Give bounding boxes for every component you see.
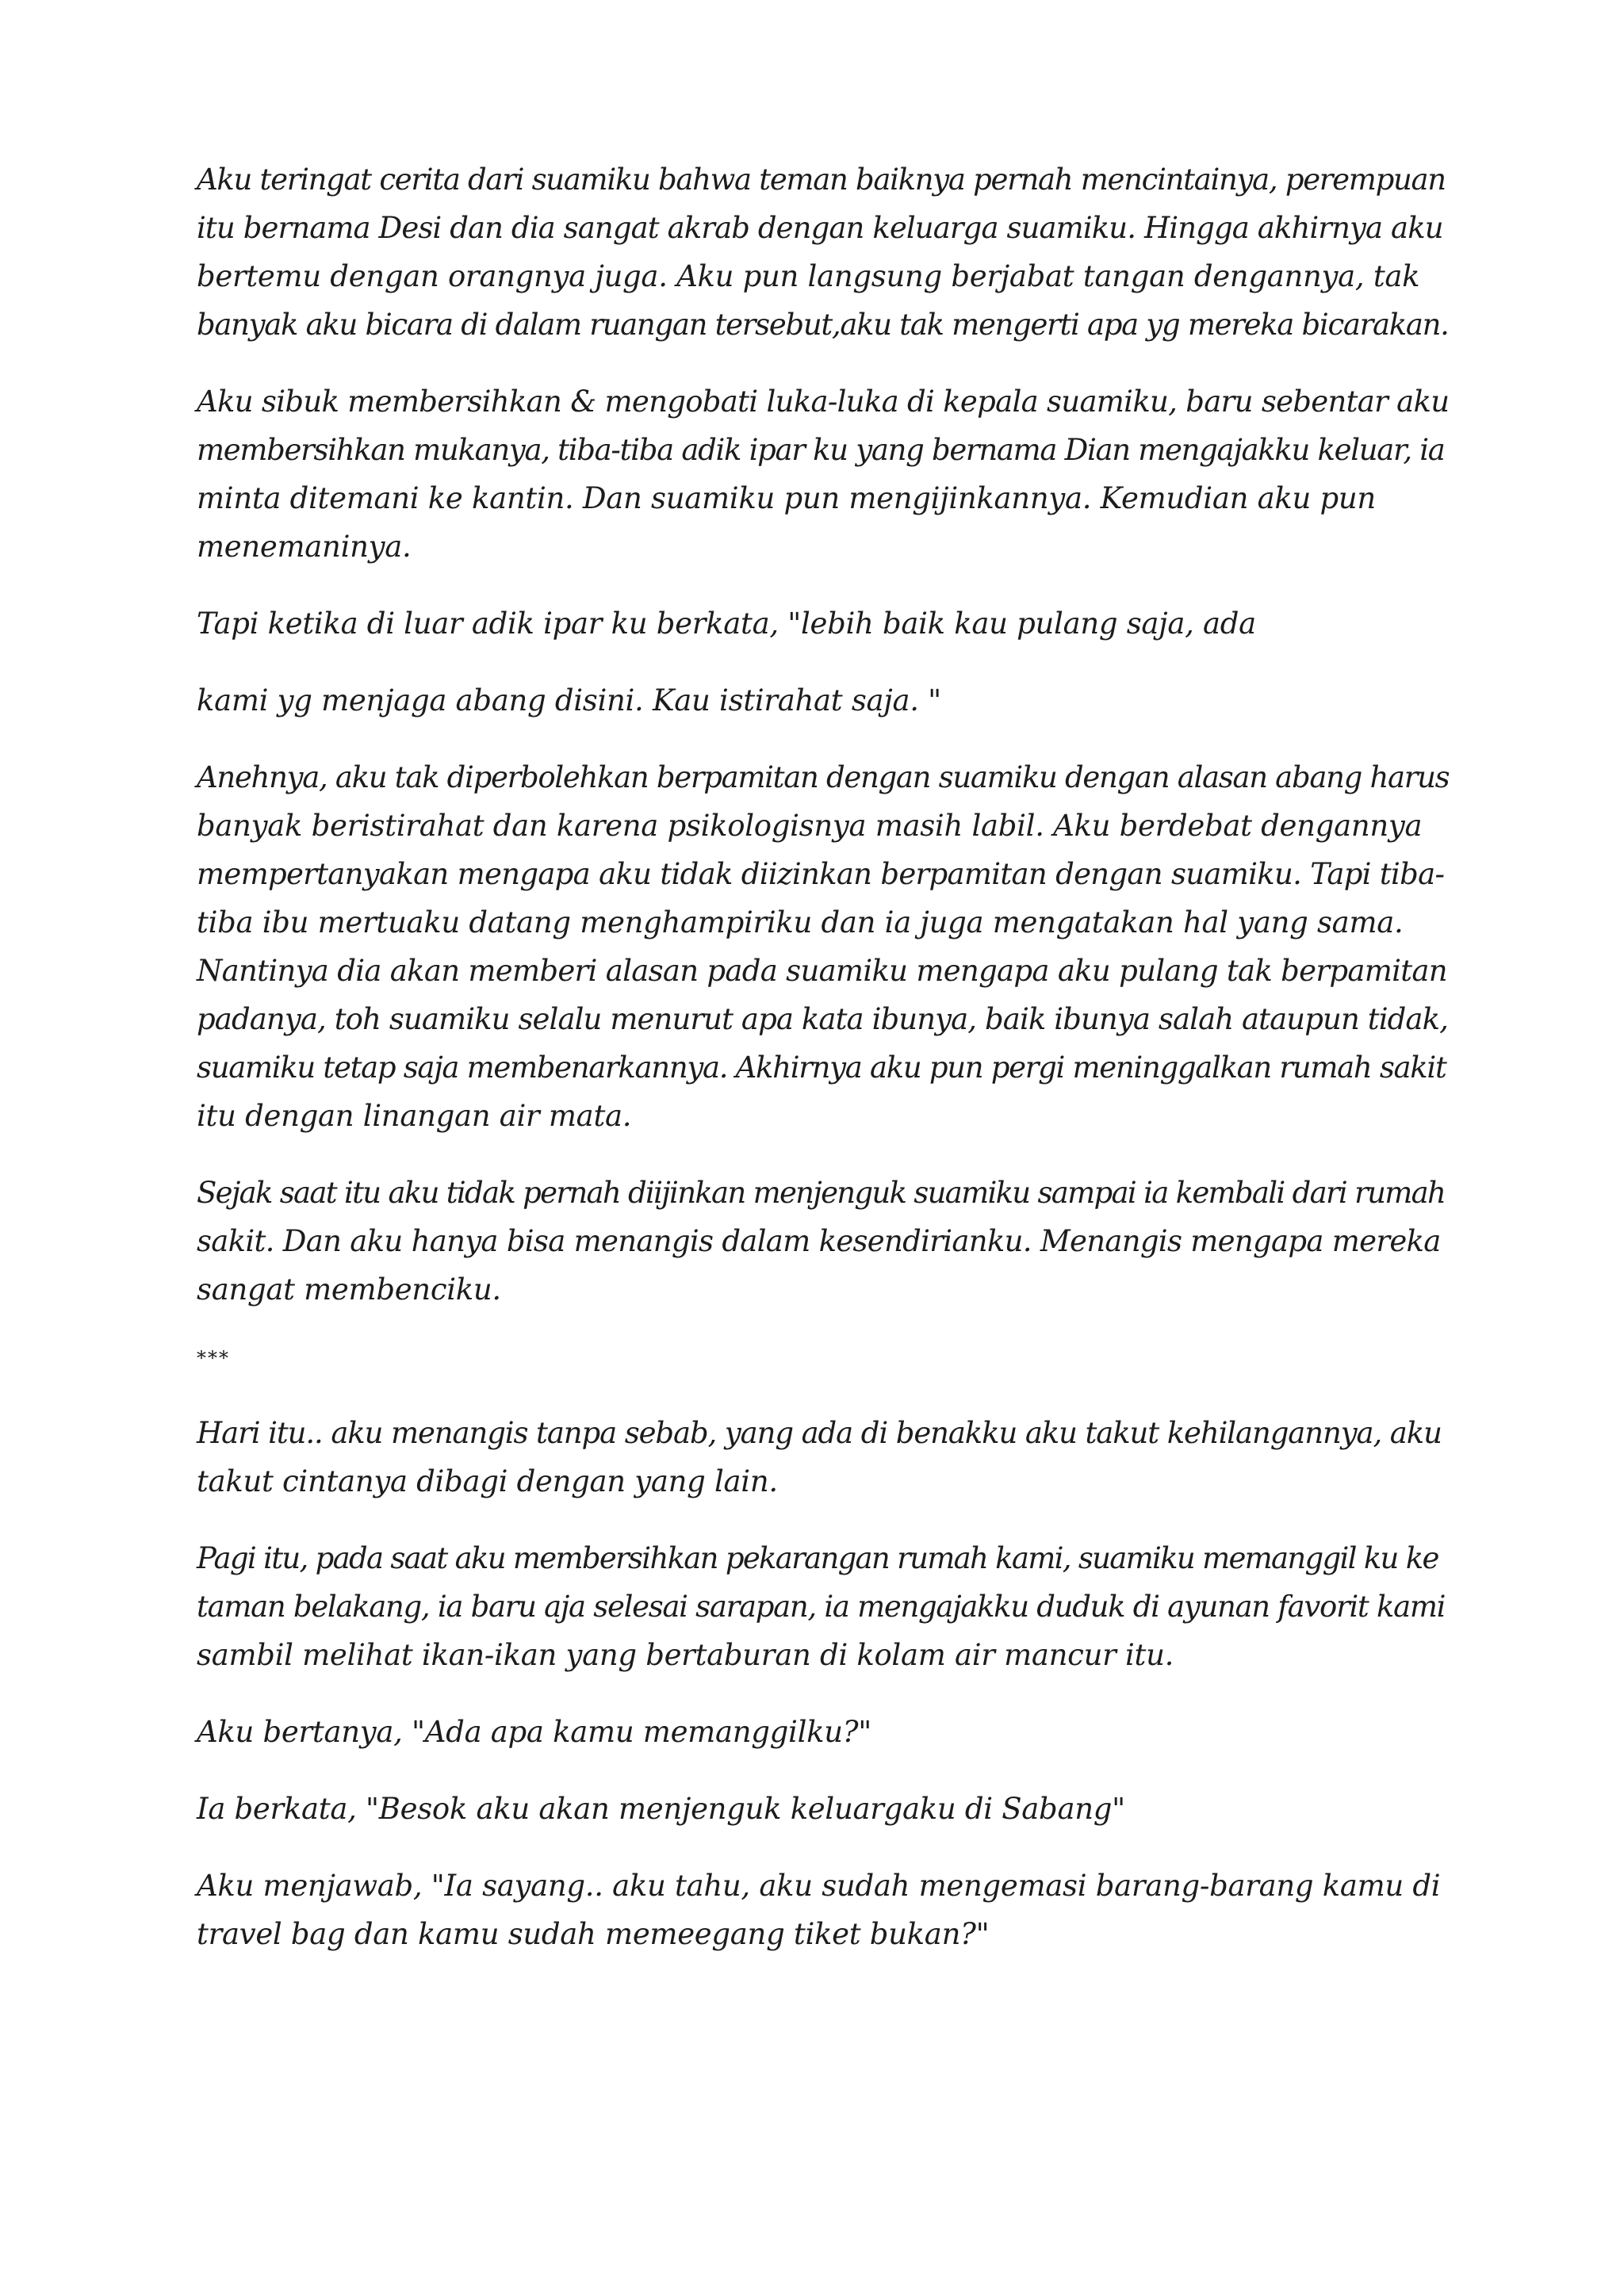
text-line: bertemu dengan orangnya juga. Aku pun langsung berjabat tangan dengannya, tak [197,259,1420,293]
text-line: Anehnya, aku tak diperbolehkan berpamitan dengan suamiku dengan alasan abang harus [197,760,1450,794]
text-line: suamiku tetap saja membenarkannya. Akhirnya aku pun pergi meninggalkan rumah sakit [197,1050,1446,1085]
paragraph [197,377,1450,571]
paragraph [197,1169,1450,1314]
text-line: Nantinya dia akan memberi alasan pada suamiku mengapa aku pulang tak berpamitan [197,954,1447,988]
text-line: Aku menjawab, "Ia sayang.. aku tahu, aku sudah mengemasi barang-barang kamu di [197,1869,1441,1903]
text-line: sambil melihat ikan-ikan yang bertaburan di kolam air mancur itu. [197,1638,1174,1672]
paragraph [197,155,1450,349]
text-line: minta ditemani ke kantin. Dan suamiku pun mengijinkannya. Kemudian aku pun [197,481,1376,515]
text-line: Aku bertanya, "Ada apa kamu memanggilku?" [197,1715,872,1749]
text-line: membersihkan mukanya, tiba-tiba adik ipar ku yang bernama Dian mengajakku keluar, ia [197,433,1445,467]
text-line: Aku teringat cerita dari suamiku bahwa teman baiknya pernah mencintainya, perempuan [197,163,1446,197]
text-line: Ia berkata, "Besok aku akan menjenguk keluargaku di Sabang" [197,1792,1125,1826]
paragraph [197,1409,1450,1506]
text-line: Pagi itu, pada saat aku membersihkan pekarangan rumah kami, suamiku memanggil ku ke [197,1541,1438,1575]
text-line: tiba ibu mertuaku datang menghampiriku dan ia juga mengatakan hal yang sama. [197,905,1404,939]
text-line: sangat membenciku. [197,1272,501,1307]
text-line: takut cintanya dibagi dengan yang lain. [197,1464,778,1498]
text-line: Aku sibuk membersihkan & mengobati luka-luka di kepala suamiku, baru sebentar aku [197,385,1450,419]
text-line: padanya, toh suamiku selalu menurut apa kata ibunya, baik ibunya salah ataupun tidak, [197,1002,1448,1036]
paragraph [197,1785,1450,1833]
text-line: kami yg menjaga abang disini. Kau istirahat saja. " [197,683,941,718]
paragraph [197,599,1450,648]
text-line: Hari itu.. aku menangis tanpa sebab, yang ada di benakku aku takut kehilangannya, aku [197,1416,1442,1450]
text-line: itu bernama Desi dan dia sangat akrab dengan keluarga suamiku. Hingga akhirnya aku [197,211,1443,245]
text-line: banyak beristirahat dan karena psikologisnya masih labil. Aku berdebat dengannya [197,809,1423,843]
text-line: banyak aku bicara di dalam ruangan tersebut,aku tak mengerti apa yg mereka bicarakan. [197,308,1449,342]
paragraph [197,753,1450,1140]
text-line: Sejak saat itu aku tidak pernah diijinkan menjenguk suamiku sampai ia kembali dari rumah [197,1176,1446,1210]
text-line: Tapi ketika di luar adik ipar ku berkata, "lebih baik kau pulang saja, ada [197,607,1256,641]
section-separator: *** [197,1347,230,1369]
text-line: travel bag dan kamu sudah memeegang tiket bukan?" [197,1917,990,1951]
text-line: menemaninya. [197,530,412,564]
document-body [197,155,1450,1987]
text-line: taman belakang, ia baru aja selesai sarapan, ia mengajakku duduk di ayunan favorit kami [197,1590,1446,1624]
text-line: itu dengan linangan air mata. [197,1099,632,1133]
paragraph [197,1534,1450,1679]
paragraph [197,676,1450,725]
paragraph [197,1708,1450,1756]
paragraph [197,1862,1450,1958]
text-line: sakit. Dan aku hanya bisa menangis dalam kesendirianku. Menangis mengapa mereka [197,1224,1441,1258]
text-line: mempertanyakan mengapa aku tidak diizinkan berpamitan dengan suamiku. Tapi tiba- [197,857,1445,891]
